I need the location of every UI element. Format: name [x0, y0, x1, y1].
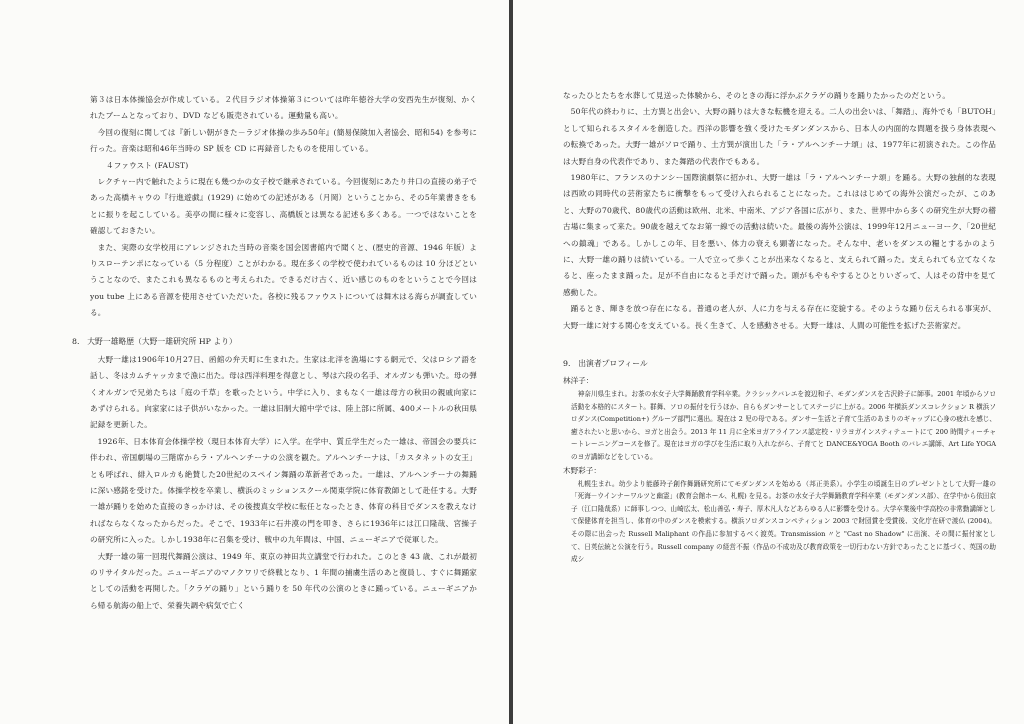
paragraph: なったひとたちを水葬して見送った体験から、そのときの海に浮かぶクラゲの踊りを踊りたかったのだという。 — [563, 91, 951, 100]
paragraph: 踊るとき、輝きを放つ存在になる。普通の老人が、人に力を与える存在に変貌する。そのような踊り伝えられる事実が、大野一雄に対する関心を支えている。長く生きて、人を感動させる。大野一雄は、人間の可能性を拡げた芸術家だ。 — [563, 304, 996, 330]
paragraph: 第３は日本体操協会が作成している。２代目ラジオ体操第３については昨年徳谷大学の安西先生が復刻、かくれたブームとなっており、DVD なども販売されている。運動量も高い。 — [90, 95, 477, 121]
performer-name: 木野彩子： — [563, 465, 601, 475]
section-9-heading: 9. 出演者プロフィール — [563, 359, 648, 369]
paragraph: 1926年、日本体育会体操学校（現日本体育大学）に入学。在学中、質丘学生だった一雄は、帝国会の要兵に伴われ、帝国劇場の三階席からラ・アルヘンチーナの公演を観た。アルヘンチーナは、「カスタネットの女王」とも呼ばれ、緋入ロルカも絶賛した20世紀のスペイン舞踊の革新者であった。一雄は、アルヘンチーナの舞踊に深い感銘を受けた。体操学校を卒業し、横浜のミッションスクール関東学院に体育教師として赴任する。大野一雄が踊りを始めた直接のきっかけは、その後捜真女学校に転任となったとき、体育の科目でダンスを教えなければならなくなったからだった。そこで、1933年に石井漠の門を叩き、さらに1936年には江口隆哉、宮操子の研究所に入った。しかし1938年に召集を受け、戦中の九年間は、中国、ニューギニアで従軍した。 — [90, 436, 477, 545]
performer-name: 林洋子： — [563, 376, 594, 386]
right-page — [513, 0, 1024, 724]
performer-profile: 札幌生まれ。幼少より能藤玲子創作舞踊研究所にてモダンダンスを始める（邦正美系）。小学生の頃誕生日のプレゼントとして大野一雄の「死海－ウインナーワルツと幽霊」(教育会館ホール、札幌) を見る。お茶の水女子大学舞踊教育学科卒業（モダンダンス部）、在学中から依田京子（江口隆哉系）に師事しつつ、山崎広太、松山善弘・寿子、厚木凡人などあらゆる人に影響を受ける。大学卒業後中学高校の非常勤講師として保健体育を担当し、体育の中のダンスを模索する。横浜ソロダンスコンペティション 2003 で財団賞を受賞後、文化庁在研で渡仏 (2004)。その際に出会った Russell Maliphant の作品に参加するべく渡英。Transmission 〃と "Cast no Shadow" に出演、その間に振付家として、日英伝統と公演を行う。Russell company の経営不振（作品の不成功及び教育政策を一切行わない方針であったことに基づく、英国の助成シ — [571, 479, 996, 564]
paragraph: 50年代の終わりに、土方巽と出会い、大野の踊りは大きな転機を迎える。二人の出会いは、「舞踏」、海外でも「BUTOH」として知られるスタイルを創造した。西洋の影響を強く受けたモダンダンスから、日本人の内面的な問題を扱う身体表現への転換であった。大野一雄がソロで踊り、土方巽が演出した「ラ・アルヘンチーナ頌」は、1977年に初演された。この作品は大野自身の代表作であり、また舞踏の代表作でもある。 — [563, 107, 996, 166]
paragraph: レクチャー内で触れたように現在も幾つかの女子校で継承されている。今回復刻にあたり井口の直接の弟子であった高橋キャウの『行進遊戯』(1929) に始めての記述がある（月岡）ということから、その5年業書きをもとに振りを起こしている。美亭の間に様々に変容し、高橋版とは異なる記述も多くある。一つではないことを確認しておきたい。 — [90, 177, 477, 236]
paragraph: 今回の復刻に関しては『新しい朝がきた－ラジオ体操の歩み50年』(簡易保険加入者協会、昭和54) を参考に行った。音楽は昭和46年当時の SP 版を CD に再録音したものを使用している。 — [90, 127, 477, 154]
ratio-taiso-section — [80, 92, 477, 322]
paragraph: 1980年に、フランスのナンシー国際演劇祭に招かれ、大野一雄は「ラ・アルヘンチーナ頌」を踊る。大野の独創的な表現は西欧の同時代の芸術家たちに衝撃をもって受け入れられることになった。これははじめての海外公演だったが、このあと、大野の70歳代、80歳代の活動は欧州、北米、中南米、アジア各国に広がり、また、世界中から多くの研究生が大野の稽古場に集まって来た。90歳を越えてなお第一線での活動は続いた。最後の海外公演は、1999年12月ニューヨーク、「20世紀への鎮魂」である。しかしこの年、目を悪い、体力の衰えも顕著になった。そんな中、老いをダンスの糧とするかのように、大野一雄の踊りは続いている。一人で立って歩くことが出来なくなると、支えられて踊った。支えられても立てなくなると、座ったまま踊った。足が不自由になると手だけで踊った。頭がもやもやするとひとりいざって、人はその背中を見て感動した。 — [563, 173, 996, 297]
paragraph: 大野一雄の第一回現代舞踊公演は、1949 年、東京の神田共立講堂で行われた。このとき 43 歳、これが最初のリサイタルだった。ニューギニアのマノクワリで終戦となり、1 年間の捕虜生活のあと復員し、すぐに舞踊家としての活動を再開した。「クラゲの踊り」という踊りを 50 年代の公演のときに踊っている。ニューギニアから帰る航海の船上で、栄養失調や病気で亡く — [90, 551, 477, 610]
paragraph: 大野一雄は1906年10月27日、函館の弁天町に生まれた。生家は北洋を漁場にする網元で、父はロシア語を話し、冬はカムチャッカまで漁に出た。母は西洋料理を得意とし、琴は六段の名手、オルガンも弾いた。母の弾くオルガンで兄弟たちは「庭の千草」を歌ったという。中学に入り、まもなく一雄は母方の秋田の親戚向家にあずけられる。向家家には子供がいなかった。一雄は旧制大館中学では、陸上部に所属、400メートルの秋田県記録を更新した。 — [90, 354, 477, 430]
faust-heading: ４ファウスト (FAUST) — [106, 160, 189, 170]
paragraph: また、実際の女学校用にアレンジされた当時の音楽を国会図書館内で聞くと、(歴史的音源、1946 年版）よりスローテンポになっている（5 分程度）ことがわかる。現在多くの学校で使われているものは 10 分ほどということなので、またこれも異なるものと考えられた。できるだけ古く、近い感じのものをということで今回は you tube 上にある音源を使用させていただいた。各校に残るファウストについては舞木はる海らが調査している。 — [90, 242, 477, 318]
performer-profile: 神奈川県生まれ。お茶の水女子大学舞踊教育学科卒業。クラシックバレエを渡辺和子、モダンダンスを古沢鈴子に師事。2001 年頃からソロ活動を本格的にスタート。群舞、ソロの振付を行うほか、自らもダンサーとしてステージに上がる。2006 年横浜ダンスコレクション R 横浜ソロダンス(Competition+) グループ部門に選出。現在は 2 児の母である。ダンサー生活と子育て生活のあまりのギャップに心身の疲れを感じ、癒されたいと思いから、ヨガと出会う。2013 年 11 月に全米ヨガアライアンス認定校・リラヨガインスティテュートにて 200 時間ティーチャートレーニングコースを修了。現在はヨガの学びを生活に取り入れながら、子育てと DANCE&YOGA Booth のバレエ講師、Art Life YOGA のヨガ講師などをしている。 — [571, 390, 996, 462]
ohno-biography — [80, 352, 477, 615]
left-page — [0, 0, 509, 724]
section-8-heading: 8. 大野一雄略歴（大野一雄研究所 HP より） — [72, 336, 237, 346]
